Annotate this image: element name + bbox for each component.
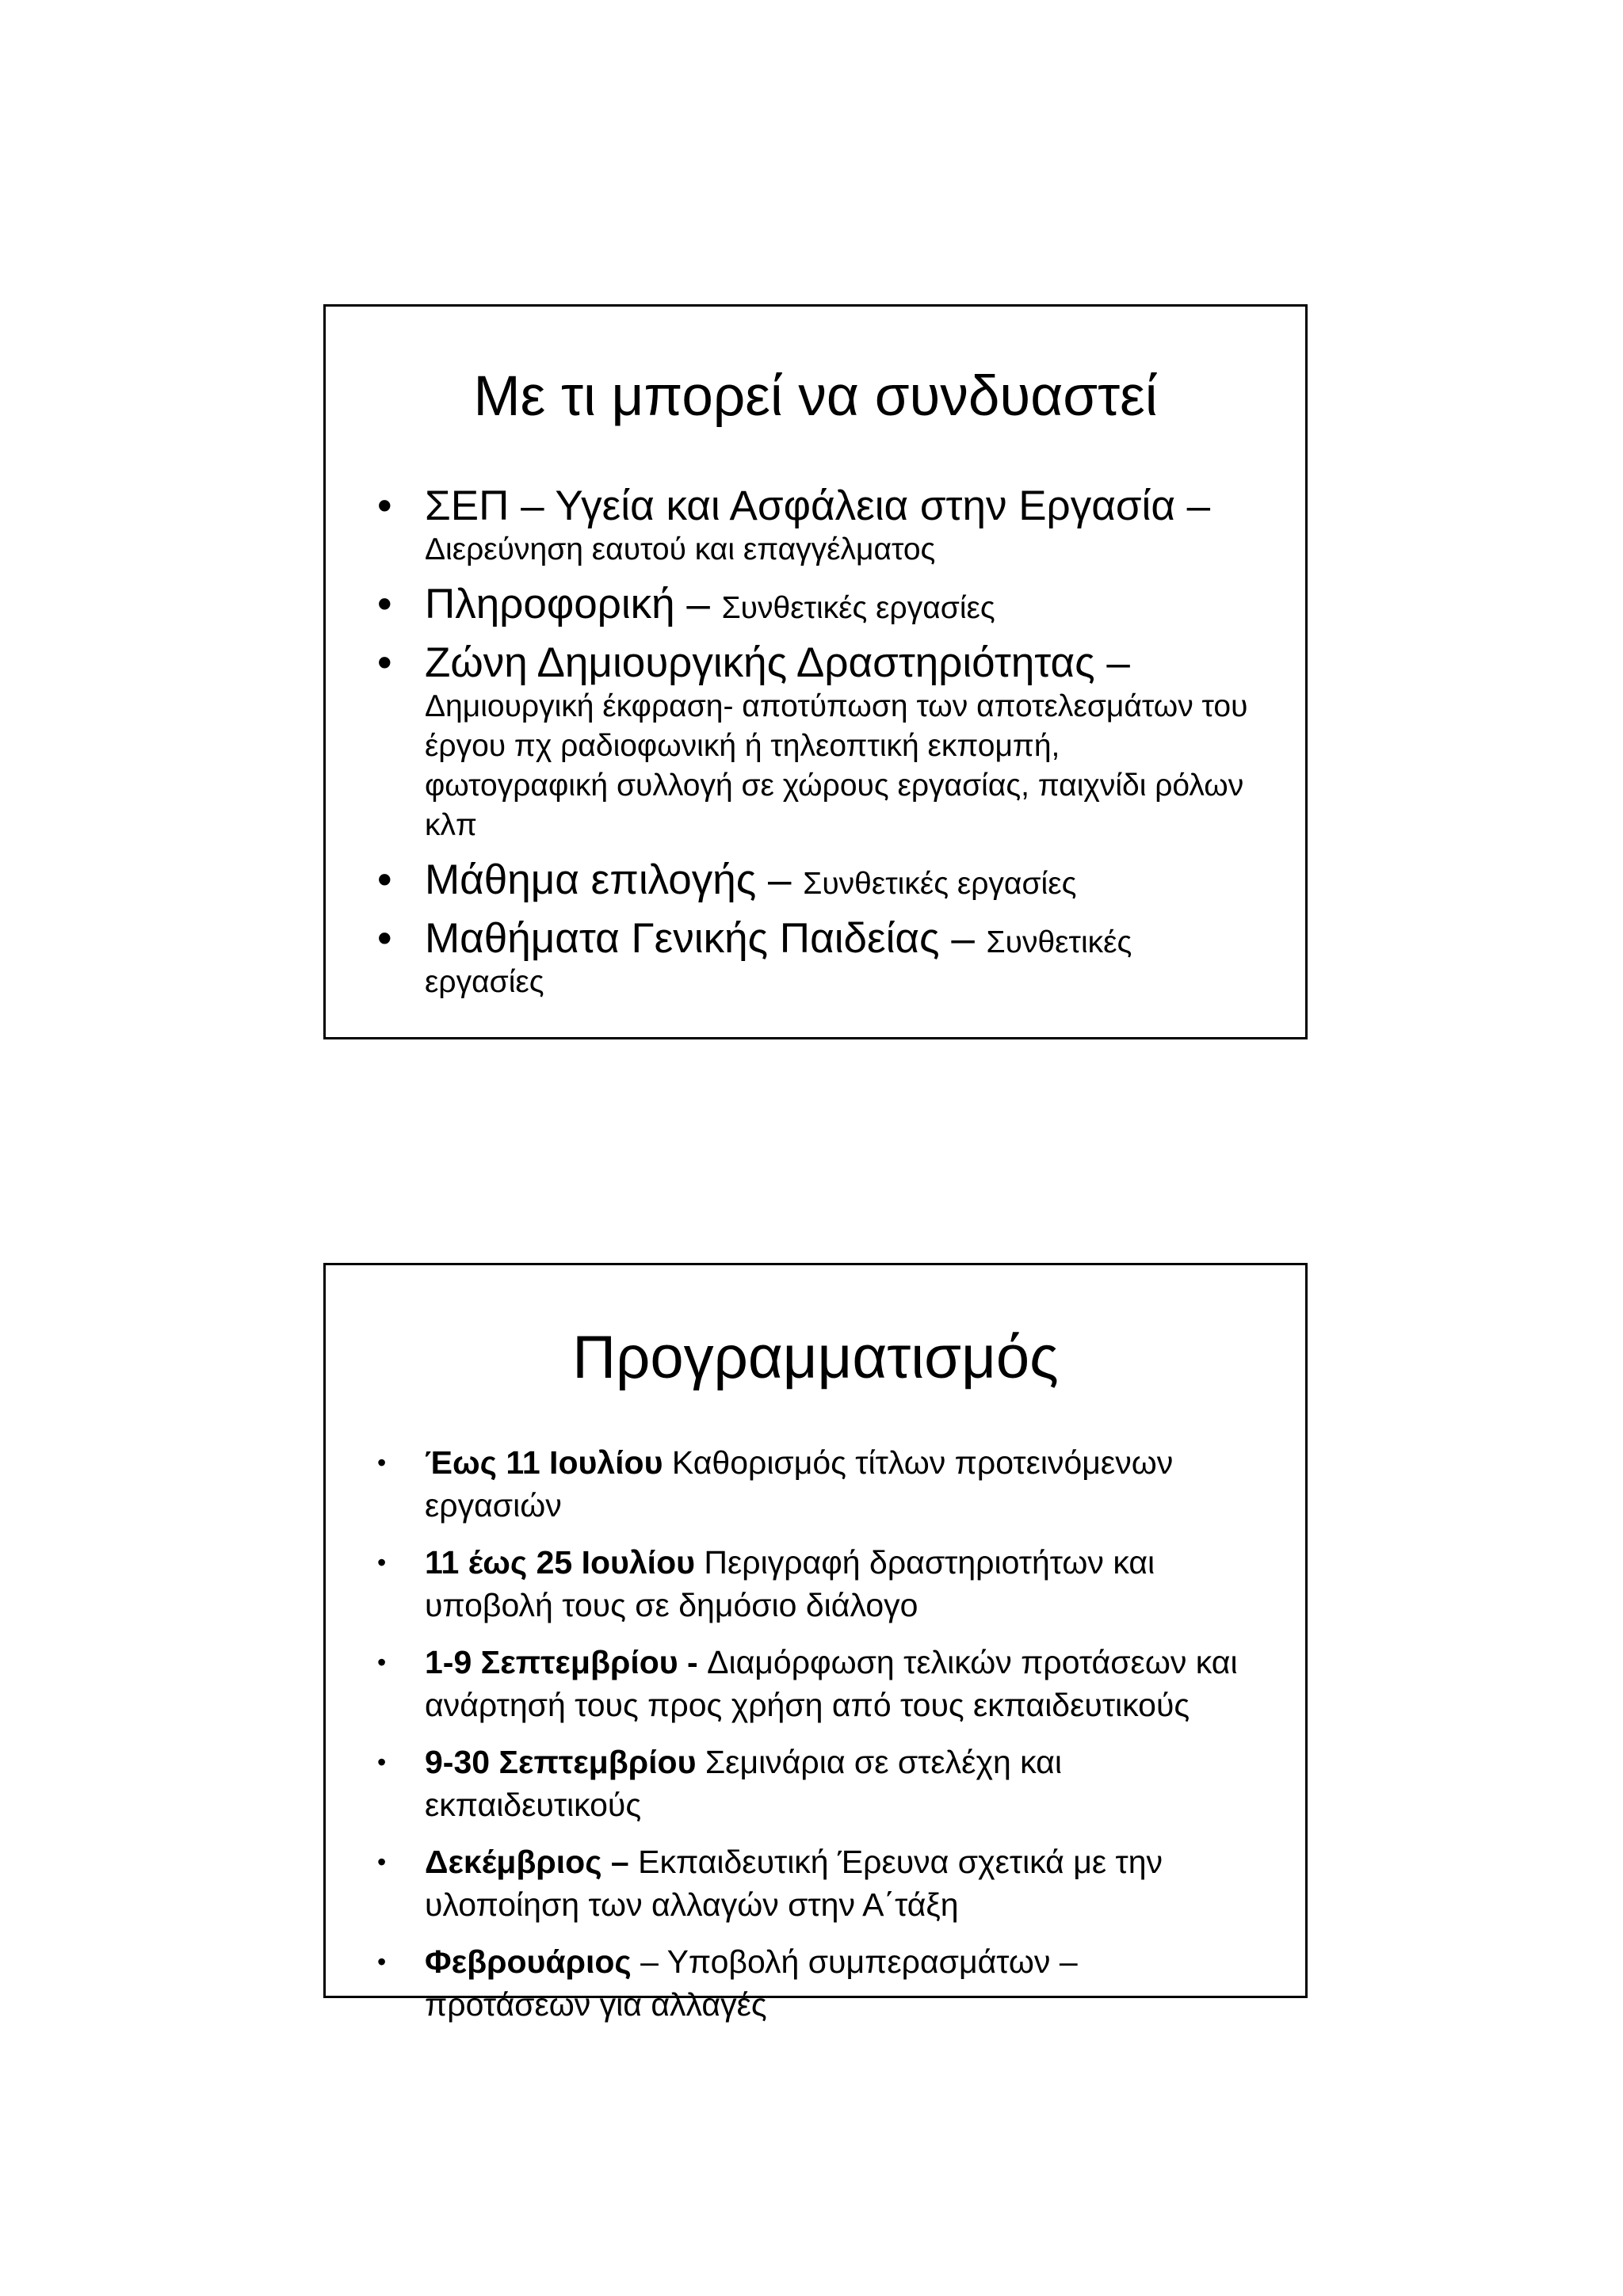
item-date: 1-9 Σεπτεμβρίου -: [425, 1644, 708, 1680]
slide-1-title: Με τι μπορεί να συνδυαστεί: [473, 365, 1158, 428]
item-main: Μάθημα επιλογής: [425, 856, 757, 903]
bullet-icon: •: [377, 1448, 387, 1477]
bullet-icon: •: [377, 1947, 387, 1976]
list-item: [377, 482, 1273, 570]
bullet-icon: •: [377, 1848, 387, 1876]
list-item: [377, 1541, 1225, 1627]
slide-2-bullet-list: [377, 1441, 1273, 2040]
list-item: [377, 639, 1273, 845]
item-separator: –: [674, 581, 722, 627]
bullet-icon: •: [377, 856, 392, 903]
item-text: Διαμόρφωση τελικών προτάσεων και ανάρτησή τους προς χρήση από τους εκπαιδευτικούς: [425, 1644, 1238, 1723]
item-detail: Συνθετικές εργασίες: [803, 867, 1077, 901]
item-separator: –: [756, 856, 804, 903]
item-text: Εκπαιδευτική Έρευνα σχετικά με την υλοποίηση των αλλαγών στην Α΄τάξη: [425, 1844, 1163, 1923]
list-item: [377, 1940, 1138, 2026]
list-item: [377, 1441, 1225, 1527]
list-item: [377, 581, 1273, 628]
bullet-icon: •: [377, 639, 392, 686]
bullet-icon: •: [377, 1748, 387, 1776]
item-main: Ζώνη Δημιουργικής Δραστηριότητας –: [425, 639, 1130, 686]
slide-1-bullet-list: [377, 482, 1273, 1013]
item-main: Μαθήματα Γενικής Παιδείας: [425, 915, 940, 962]
list-item: [377, 1741, 1138, 1826]
bullet-icon: •: [377, 1548, 387, 1577]
bullet-icon: •: [377, 581, 392, 627]
list-item: [377, 856, 1273, 904]
item-main: Πληροφορική: [425, 581, 675, 627]
item-date: Φεβρουάριος: [425, 1943, 632, 1980]
item-text: – Υποβολή συμπερασμάτων – προτάσεων για αλλαγές: [425, 1943, 1078, 2023]
item-separator: –: [939, 915, 987, 962]
bullet-icon: •: [377, 482, 392, 529]
item-text: Περιγραφή δραστηριοτήτων και υποβολή τους σε δημόσιο διάλογο: [425, 1544, 1155, 1623]
item-date: Έως 11 Ιουλίου: [425, 1444, 663, 1481]
item-detail: Συνθετικές εργασίες: [425, 925, 1132, 999]
list-item: [377, 915, 1217, 1002]
bullet-icon: •: [377, 1648, 387, 1676]
slide-2-title: Προγραμματισμός: [572, 1324, 1059, 1391]
item-date: 11 έως 25 Ιουλίου: [425, 1544, 695, 1581]
item-text: Σεμινάρια σε στελέχη και εκπαιδευτικούς: [425, 1744, 1062, 1823]
item-text: Καθορισμός τίτλων προτεινόμενων εργασιών: [425, 1444, 1174, 1524]
bullet-icon: •: [377, 915, 392, 962]
list-item: [377, 1641, 1312, 1726]
item-main: ΣΕΠ – Υγεία και Ασφάλεια στην Εργασία –: [425, 482, 1211, 529]
item-date: 9-30 Σεπτεμβρίου: [425, 1744, 697, 1780]
list-item: [377, 1840, 1217, 1926]
slide-1: [323, 304, 1308, 1039]
item-detail: Δημιουργική έκφραση- αποτύπωση των αποτελεσμάτων του έργου πχ ραδιοφωνική ή τηλεοπτική εκπομπή, φωτογραφική συλλογή σε χώρους εργασίας, παιχνίδι ρόλων κλπ: [425, 689, 1248, 842]
slide-2: [323, 1263, 1308, 2023]
item-date: Δεκέμβριος –: [425, 1844, 629, 1880]
item-detail: Συνθετικές εργασίες: [721, 591, 995, 625]
item-detail: Διερεύνηση εαυτού και επαγγέλματος: [425, 532, 936, 566]
